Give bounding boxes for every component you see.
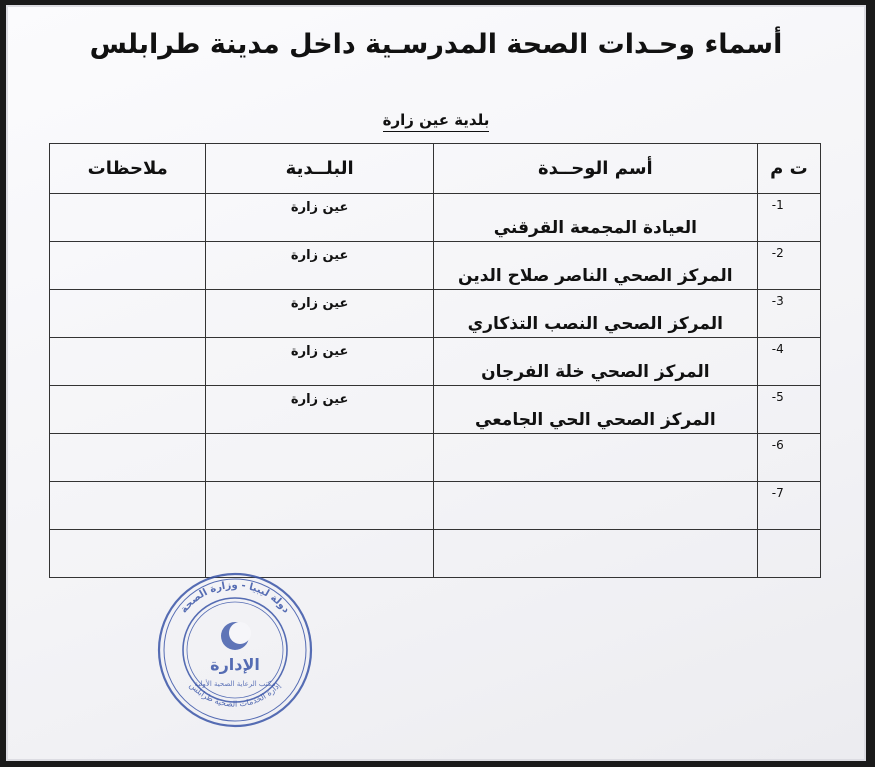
unit-name xyxy=(433,530,757,578)
row-number: -1 xyxy=(757,194,820,242)
header-num: ت م xyxy=(757,144,820,194)
subtitle-text: بلدية عين زارة xyxy=(383,111,490,132)
municipality: عين زارة xyxy=(206,194,433,242)
municipality: عين زارة xyxy=(206,338,433,386)
row-number: -2 xyxy=(757,242,820,290)
document-title: أسماء وحـدات الصحة المدرسـية داخل مدينة طرابلس xyxy=(89,29,783,60)
unit-name xyxy=(433,482,757,530)
table-row xyxy=(50,482,821,530)
unit-name xyxy=(433,434,757,482)
municipality xyxy=(206,482,433,530)
crescent-emblem-icon xyxy=(221,622,251,650)
notes xyxy=(50,242,206,290)
notes xyxy=(50,386,206,434)
table-header-row xyxy=(50,144,821,194)
unit-name: المركز الصحي الحي الجامعي xyxy=(433,386,757,434)
unit-name: المركز الصحي النصب التذكاري xyxy=(433,290,757,338)
table-row xyxy=(50,434,821,482)
row-number: -6 xyxy=(757,434,820,482)
municipality xyxy=(206,434,433,482)
stamp-inner-text: مكتب الرعاية الصحية الأولية xyxy=(194,680,276,688)
table-row xyxy=(50,194,821,242)
header-unit-name: أسم الوحــدة xyxy=(433,144,757,194)
notes xyxy=(50,482,206,530)
header-notes: ملاحظات xyxy=(50,144,206,194)
notes xyxy=(50,194,206,242)
stamp-outer-text: دولة ليبيا - وزارة الصحة xyxy=(178,579,292,616)
stamp-center-text: الإدارة xyxy=(210,655,260,674)
table-row xyxy=(50,338,821,386)
notes xyxy=(50,434,206,482)
row-number: -5 xyxy=(757,386,820,434)
municipality: عين زارة xyxy=(206,242,433,290)
municipality: عين زارة xyxy=(206,386,433,434)
row-number: -3 xyxy=(757,290,820,338)
table-row xyxy=(50,386,821,434)
units-table xyxy=(49,143,821,578)
notes xyxy=(50,338,206,386)
table-row xyxy=(50,290,821,338)
document-subtitle xyxy=(8,111,864,129)
municipality: عين زارة xyxy=(206,290,433,338)
row-number: -7 xyxy=(757,482,820,530)
table-row xyxy=(50,242,821,290)
unit-name: المركز الصحي الناصر صلاح الدين xyxy=(433,242,757,290)
row-number xyxy=(757,530,820,578)
official-stamp xyxy=(155,570,315,730)
notes xyxy=(50,290,206,338)
unit-name: المركز الصحي خلة الفرجان xyxy=(433,338,757,386)
header-municipality: البلــدية xyxy=(206,144,433,194)
row-number: -4 xyxy=(757,338,820,386)
stamp-bottom-text: إدارة الخدمات الصحية طرابلس xyxy=(187,680,283,709)
unit-name: العيادة المجمعة القرقني xyxy=(433,194,757,242)
